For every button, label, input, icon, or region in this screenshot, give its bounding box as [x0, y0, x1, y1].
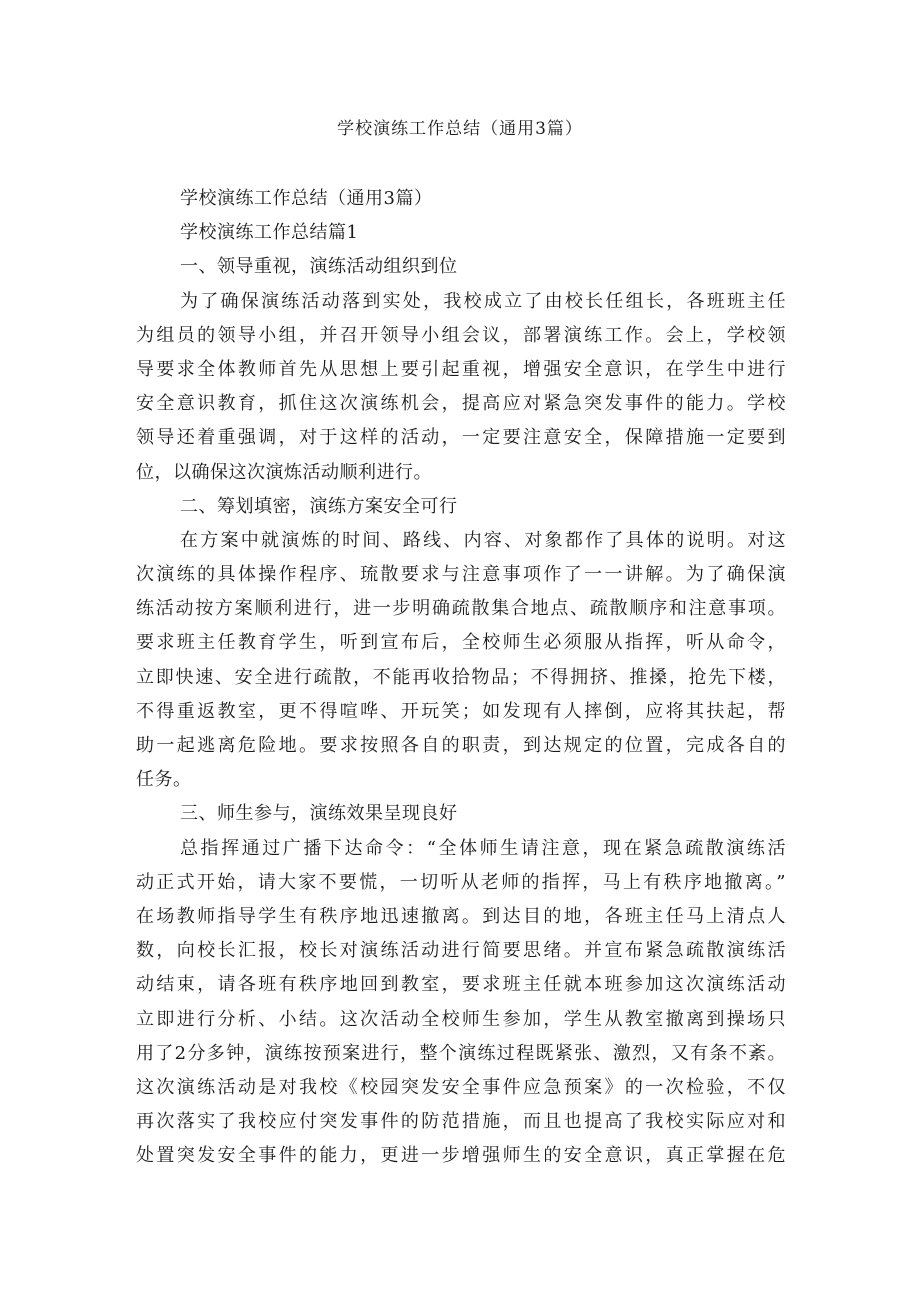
- paragraph-line: 助一起逃离危险地。要求按照各自的职责，到达规定的位置，完成各自的: [136, 735, 786, 756]
- paragraph-line: 动正式开始，请大家不要慌，一切听从老师的指挥，马上有秩序地撤离。”: [136, 871, 786, 893]
- paragraph-line: 再次落实了我校应付突发事件的防范措施，而且也提高了我校实际应对和: [136, 1111, 786, 1133]
- paragraph-line: 不得重返教室，更不得喧哗、开玩笑；如发现有人摔倒，应将其扶起，帮: [136, 700, 786, 722]
- paragraph-line: 位，以确保这次演炼活动顺利进行。: [136, 461, 432, 483]
- document-title: 学校演练工作总结（通用3篇）: [337, 119, 583, 139]
- paragraph-line: 为组员的领导小组，并召开领导小组会议，部署演练工作。会上，学校领: [136, 324, 786, 346]
- paragraph-line: 安全意识教育，抓住这次演练机会，提高应对紧急突发事件的能力。学校: [136, 393, 786, 415]
- heading-1: 一、领导重视，演练活动组织到位: [180, 256, 458, 278]
- paragraph-line: 在方案中就演炼的时间、路线、内容、对象都作了具体的说明。对这: [180, 529, 786, 551]
- paragraph-line: 为了确保演练活动落到实处，我校成立了由校长任组长，各班班主任: [180, 290, 786, 312]
- paragraph-line: 用了2分多钟，演练按预案进行，整个演练过程既紧张、激烈，又有条不紊。: [136, 1042, 786, 1064]
- paragraph-line: 领导还着重强调，对于这样的活动，一定要注意安全，保障措施一定要到: [136, 427, 786, 449]
- paragraph-line: 要求班主任教育学生，听到宣布后，全校师生必须服从指挥，听从命令，: [136, 632, 786, 654]
- heading-2: 二、筹划填密，演练方案安全可行: [180, 495, 458, 517]
- paragraph-line: 任务。: [136, 769, 192, 791]
- paragraph-line: 次演练的具体操作程序、琉散要求与注意事项作了一一讲解。为了确保演: [136, 564, 786, 586]
- paragraph-line: 导要求全体教师首先从思想上要引起重视，增强安全意识，在学生中进行: [136, 358, 786, 380]
- paragraph-line: 总指挥通过广播下达命令：“全体师生请注意，现在紧急疏散演练活: [180, 837, 786, 859]
- paragraph-line: 处置突发安全事件的能力，更进一步增强师生的安全意识，真正掌握在危: [136, 1145, 786, 1167]
- paragraph-line: 练活动按方案顺利进行，进一步明确疏散集合地点、疏散顺序和注意事项。: [136, 598, 786, 620]
- heading-3: 三、师生参与，演练效果呈现良好: [180, 803, 458, 825]
- document-body: [136, 182, 786, 1173]
- paragraph-line: 这次演练活动是对我校《校园突发安全事件应急预案》的一次检验，不仅: [136, 1076, 786, 1098]
- subtitle-line: 学校演练工作总结（通用3篇）: [180, 188, 433, 209]
- section-title: 学校演练工作总结篇1: [180, 222, 359, 244]
- paragraph-line: 立即进行分析、小结。这次活动全校师生参加，学生从教室撤离到操场只: [136, 1008, 786, 1030]
- paragraph-line: 动结束，请各班有秩序地回到教室，要求班主任就本班参加这次演练活动: [136, 974, 786, 996]
- paragraph-line: 数，向校长汇报，校长对演练活动进行简要思绪。并宣布紧急疏散演练活: [136, 940, 786, 962]
- paragraph-line: 在场教师指导学生有秩序地迅速撤离。到达目的地，各班主任马上清点人: [136, 905, 786, 927]
- paragraph-line: 立即快速、安全进行疏散，不能再收拾物品；不得拥挤、推搡，抢先下楼，: [136, 666, 786, 688]
